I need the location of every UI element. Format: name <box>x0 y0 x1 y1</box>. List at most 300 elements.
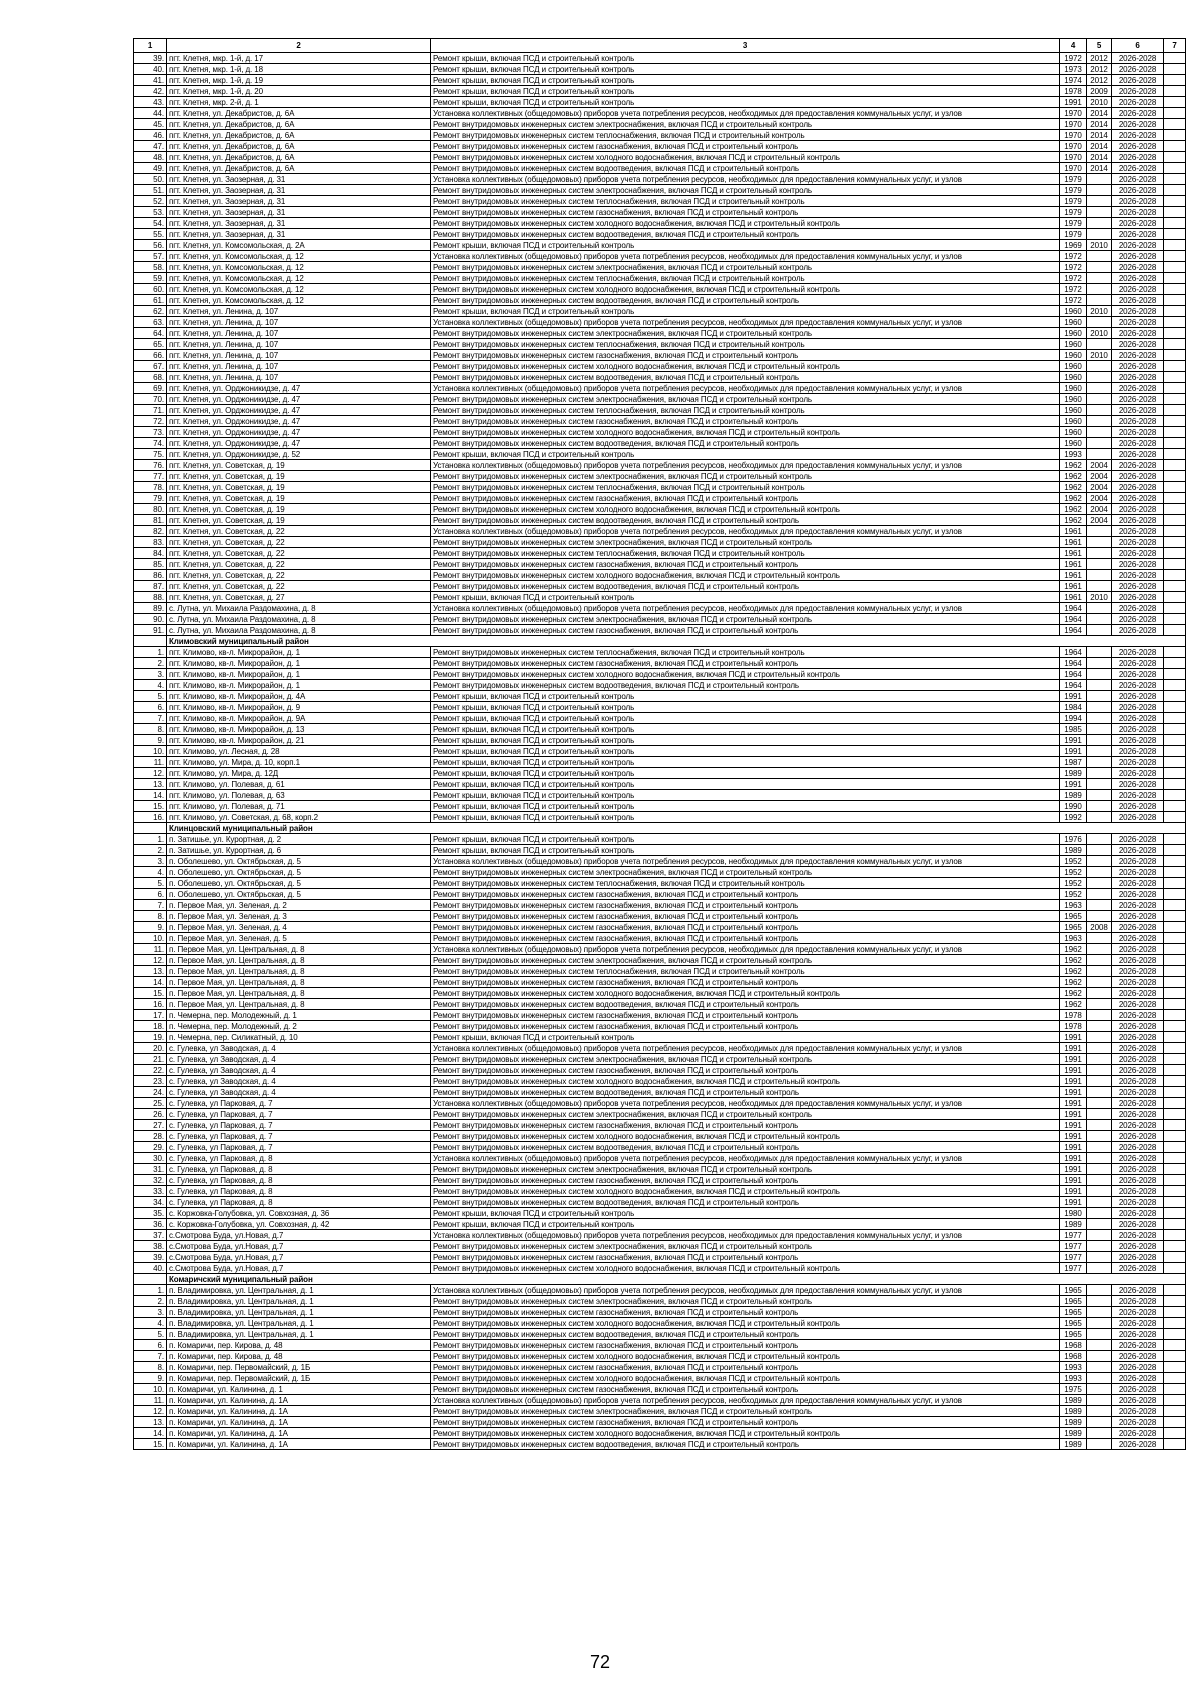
commissioning-year-cell: 1973 <box>1060 64 1087 75</box>
planned-period-cell: 2026-2028 <box>1112 405 1164 416</box>
row-number-cell: 88. <box>134 592 167 603</box>
table-row <box>134 284 1186 295</box>
address-cell: пгт. Климово, ул. Полевая, д. 61 <box>167 779 431 790</box>
work-type-cell: Ремонт внутридомовых инженерных систем водоотведения, включая ПСД и строительный контроль <box>431 163 1060 174</box>
address-cell: пгт. Клетня, мкр. 2-й, д. 1 <box>167 97 431 108</box>
last-repair-year-cell <box>1087 768 1112 779</box>
commissioning-year-cell: 1970 <box>1060 119 1087 130</box>
work-type-cell: Ремонт крыши, включая ПСД и строительный контроль <box>431 790 1060 801</box>
row-number-cell: 14. <box>134 977 167 988</box>
planned-period-cell: 2026-2028 <box>1112 174 1164 185</box>
table-row <box>134 680 1186 691</box>
planned-period-cell: 2026-2028 <box>1112 1065 1164 1076</box>
table-row <box>134 504 1186 515</box>
last-repair-year-cell <box>1087 812 1112 823</box>
work-type-cell: Ремонт крыши, включая ПСД и строительный контроль <box>431 735 1060 746</box>
last-repair-year-cell <box>1087 1329 1112 1340</box>
address-cell: с. Лутна, ул. Михаила Раздомахина, д. 8 <box>167 603 431 614</box>
row-number-cell: 3. <box>134 856 167 867</box>
table-row <box>134 559 1186 570</box>
table-row <box>134 1296 1186 1307</box>
work-type-cell: Ремонт внутридомовых инженерных систем газоснабжения, включая ПСД и строительный контроль <box>431 977 1060 988</box>
last-repair-year-cell <box>1087 284 1112 295</box>
commissioning-year-cell: 1991 <box>1060 691 1087 702</box>
last-repair-year-cell <box>1087 746 1112 757</box>
last-repair-year-cell <box>1087 1087 1112 1098</box>
row-number-cell: 40. <box>134 1263 167 1274</box>
empty-cell <box>1164 262 1186 273</box>
commissioning-year-cell: 1993 <box>1060 1362 1087 1373</box>
last-repair-year-cell <box>1087 581 1112 592</box>
empty-cell <box>1164 1087 1186 1098</box>
last-repair-year-cell <box>1087 1153 1112 1164</box>
table-row <box>134 735 1186 746</box>
work-type-cell: Ремонт внутридомовых инженерных систем холодного водоснабжения, включая ПСД и строительный контроль <box>431 1263 1060 1274</box>
address-cell: с.Смотрова Буда, ул.Новая, д.7 <box>167 1241 431 1252</box>
last-repair-year-cell <box>1087 427 1112 438</box>
commissioning-year-cell: 1977 <box>1060 1241 1087 1252</box>
planned-period-cell: 2026-2028 <box>1112 1439 1164 1450</box>
empty-cell <box>1164 174 1186 185</box>
section-blank-cell <box>134 1274 167 1285</box>
commissioning-year-cell: 1984 <box>1060 702 1087 713</box>
table-row <box>134 834 1186 845</box>
address-cell: с. Гулевка, ул Парковая, д. 8 <box>167 1153 431 1164</box>
row-number-cell: 84. <box>134 548 167 559</box>
address-cell: пгт. Клетня, ул. Декабристов, д. 6А <box>167 119 431 130</box>
empty-cell <box>1164 889 1186 900</box>
table-row <box>134 966 1186 977</box>
work-type-cell: Ремонт внутридомовых инженерных систем газоснабжения, включая ПСД и строительный контроль <box>431 922 1060 933</box>
planned-period-cell: 2026-2028 <box>1112 691 1164 702</box>
row-number-cell: 6. <box>134 702 167 713</box>
row-number-cell: 12. <box>134 1406 167 1417</box>
commissioning-year-cell: 1991 <box>1060 1087 1087 1098</box>
table-row <box>134 900 1186 911</box>
table-row <box>134 1197 1186 1208</box>
last-repair-year-cell: 2012 <box>1087 64 1112 75</box>
commissioning-year-cell: 1991 <box>1060 1098 1087 1109</box>
column-header: 4 <box>1060 39 1087 53</box>
commissioning-year-cell: 1978 <box>1060 1021 1087 1032</box>
row-number-cell: 4. <box>134 680 167 691</box>
work-type-cell: Ремонт внутридомовых инженерных систем водоотведения, включая ПСД и строительный контроль <box>431 515 1060 526</box>
last-repair-year-cell <box>1087 526 1112 537</box>
table-row <box>134 713 1186 724</box>
empty-cell <box>1164 1131 1186 1142</box>
address-cell: пгт. Клетня, ул. Орджоникидзе, д. 47 <box>167 427 431 438</box>
last-repair-year-cell <box>1087 999 1112 1010</box>
work-type-cell: Ремонт крыши, включая ПСД и строительный контроль <box>431 702 1060 713</box>
address-cell: пгт. Клетня, ул. Заозерная, д. 31 <box>167 207 431 218</box>
empty-cell <box>1164 1153 1186 1164</box>
last-repair-year-cell <box>1087 1252 1112 1263</box>
address-cell: п. Оболешево, ул. Октябрьская, д. 5 <box>167 889 431 900</box>
commissioning-year-cell: 1991 <box>1060 97 1087 108</box>
table-row <box>134 515 1186 526</box>
last-repair-year-cell: 2004 <box>1087 460 1112 471</box>
planned-period-cell: 2026-2028 <box>1112 515 1164 526</box>
empty-cell <box>1164 1296 1186 1307</box>
planned-period-cell: 2026-2028 <box>1112 284 1164 295</box>
planned-period-cell: 2026-2028 <box>1112 1384 1164 1395</box>
row-number-cell: 57. <box>134 251 167 262</box>
commissioning-year-cell: 1962 <box>1060 944 1087 955</box>
commissioning-year-cell: 1989 <box>1060 1417 1087 1428</box>
last-repair-year-cell <box>1087 1076 1112 1087</box>
commissioning-year-cell: 1964 <box>1060 603 1087 614</box>
table-row <box>134 1285 1186 1296</box>
empty-cell <box>1164 1175 1186 1186</box>
address-cell: с. Гулевка, ул Парковая, д. 8 <box>167 1197 431 1208</box>
empty-cell <box>1164 944 1186 955</box>
address-cell: пгт. Климово, ул. Полевая, д. 63 <box>167 790 431 801</box>
commissioning-year-cell: 1974 <box>1060 75 1087 86</box>
empty-cell <box>1164 768 1186 779</box>
last-repair-year-cell <box>1087 988 1112 999</box>
empty-cell <box>1164 867 1186 878</box>
work-type-cell: Ремонт внутридомовых инженерных систем электроснабжения, включая ПСД и строительный контроль <box>431 328 1060 339</box>
address-cell: пгт. Клетня, ул. Советская, д. 22 <box>167 526 431 537</box>
row-number-cell: 35. <box>134 1208 167 1219</box>
commissioning-year-cell: 1977 <box>1060 1230 1087 1241</box>
table-row <box>134 669 1186 680</box>
planned-period-cell: 2026-2028 <box>1112 746 1164 757</box>
last-repair-year-cell <box>1087 889 1112 900</box>
address-cell: пгт. Клетня, мкр. 1-й, д. 18 <box>167 64 431 75</box>
last-repair-year-cell <box>1087 438 1112 449</box>
last-repair-year-cell <box>1087 1296 1112 1307</box>
table-row <box>134 394 1186 405</box>
work-type-cell: Ремонт внутридомовых инженерных систем газоснабжения, включая ПСД и строительный контроль <box>431 1384 1060 1395</box>
address-cell: пгт. Климово, кв-л. Микрорайон, д. 1 <box>167 680 431 691</box>
address-cell: с. Лутна, ул. Михаила Раздомахина, д. 8 <box>167 625 431 636</box>
planned-period-cell: 2026-2028 <box>1112 1109 1164 1120</box>
planned-period-cell: 2026-2028 <box>1112 581 1164 592</box>
table-row <box>134 1142 1186 1153</box>
row-number-cell: 13. <box>134 966 167 977</box>
table-row <box>134 1318 1186 1329</box>
last-repair-year-cell <box>1087 1373 1112 1384</box>
planned-period-cell: 2026-2028 <box>1112 185 1164 196</box>
empty-cell <box>1164 1384 1186 1395</box>
commissioning-year-cell: 1991 <box>1060 1131 1087 1142</box>
planned-period-cell: 2026-2028 <box>1112 757 1164 768</box>
address-cell: пгт. Клетня, ул. Советская, д. 19 <box>167 471 431 482</box>
table-row <box>134 1175 1186 1186</box>
address-cell: с. Гулевка, ул Парковая, д. 7 <box>167 1098 431 1109</box>
work-type-cell: Ремонт внутридомовых инженерных систем холодного водоснабжения, включая ПСД и строительный контроль <box>431 1351 1060 1362</box>
row-number-cell: 5. <box>134 878 167 889</box>
address-cell: п. Комаричи, пер. Кирова, д. 48 <box>167 1351 431 1362</box>
address-cell: п. Комаричи, пер. Первомайский, д. 1Б <box>167 1362 431 1373</box>
row-number-cell: 51. <box>134 185 167 196</box>
section-header-row <box>134 823 1186 834</box>
work-type-cell: Установка коллективных (общедомовых) приборов учета потребления ресурсов, необходимых для предоставления коммунальных услуг, и узлов <box>431 944 1060 955</box>
empty-cell <box>1164 372 1186 383</box>
commissioning-year-cell: 1975 <box>1060 1384 1087 1395</box>
table-row <box>134 647 1186 658</box>
empty-cell <box>1164 427 1186 438</box>
row-number-cell: 36. <box>134 1219 167 1230</box>
address-cell: пгт. Клетня, ул. Ленина, д. 107 <box>167 372 431 383</box>
empty-cell <box>1164 1164 1186 1175</box>
last-repair-year-cell <box>1087 757 1112 768</box>
address-cell: пгт. Клетня, ул. Декабристов, д. 6А <box>167 152 431 163</box>
last-repair-year-cell <box>1087 548 1112 559</box>
last-repair-year-cell <box>1087 603 1112 614</box>
work-type-cell: Ремонт внутридомовых инженерных систем электроснабжения, включая ПСД и строительный контроль <box>431 1296 1060 1307</box>
row-number-cell: 7. <box>134 900 167 911</box>
table-row <box>134 1362 1186 1373</box>
empty-cell <box>1164 119 1186 130</box>
address-cell: пгт. Климово, кв-л. Микрорайон, д. 13 <box>167 724 431 735</box>
address-cell: пгт. Клетня, ул. Комсомольская, д. 12 <box>167 295 431 306</box>
planned-period-cell: 2026-2028 <box>1112 1175 1164 1186</box>
planned-period-cell: 2026-2028 <box>1112 548 1164 559</box>
empty-cell <box>1164 196 1186 207</box>
last-repair-year-cell: 2004 <box>1087 504 1112 515</box>
empty-cell <box>1164 1241 1186 1252</box>
empty-cell <box>1164 911 1186 922</box>
planned-period-cell: 2026-2028 <box>1112 460 1164 471</box>
planned-period-cell: 2026-2028 <box>1112 614 1164 625</box>
row-number-cell: 44. <box>134 108 167 119</box>
planned-period-cell: 2026-2028 <box>1112 1197 1164 1208</box>
empty-cell <box>1164 493 1186 504</box>
last-repair-year-cell <box>1087 735 1112 746</box>
row-number-cell: 85. <box>134 559 167 570</box>
last-repair-year-cell: 2008 <box>1087 922 1112 933</box>
address-cell: пгт. Климово, кв-л. Микрорайон, д. 4А <box>167 691 431 702</box>
commissioning-year-cell: 1962 <box>1060 515 1087 526</box>
last-repair-year-cell <box>1087 1120 1112 1131</box>
planned-period-cell: 2026-2028 <box>1112 339 1164 350</box>
planned-period-cell: 2026-2028 <box>1112 97 1164 108</box>
planned-period-cell: 2026-2028 <box>1112 625 1164 636</box>
commissioning-year-cell: 1989 <box>1060 845 1087 856</box>
table-row <box>134 702 1186 713</box>
table-row <box>134 482 1186 493</box>
work-type-cell: Ремонт крыши, включая ПСД и строительный контроль <box>431 306 1060 317</box>
commissioning-year-cell: 1969 <box>1060 240 1087 251</box>
table-row <box>134 218 1186 229</box>
row-number-cell: 3. <box>134 669 167 680</box>
empty-cell <box>1164 1065 1186 1076</box>
last-repair-year-cell: 2014 <box>1087 130 1112 141</box>
row-number-cell: 2. <box>134 845 167 856</box>
planned-period-cell: 2026-2028 <box>1112 1428 1164 1439</box>
table-row <box>134 273 1186 284</box>
table-row <box>134 306 1186 317</box>
table-row <box>134 64 1186 75</box>
work-type-cell: Ремонт крыши, включая ПСД и строительный контроль <box>431 86 1060 97</box>
empty-cell <box>1164 86 1186 97</box>
work-type-cell: Ремонт внутридомовых инженерных систем газоснабжения, включая ПСД и строительный контроль <box>431 559 1060 570</box>
last-repair-year-cell <box>1087 977 1112 988</box>
empty-cell <box>1164 1285 1186 1296</box>
work-type-cell: Ремонт крыши, включая ПСД и строительный контроль <box>431 746 1060 757</box>
empty-cell <box>1164 383 1186 394</box>
row-number-cell: 43. <box>134 97 167 108</box>
last-repair-year-cell <box>1087 691 1112 702</box>
work-type-cell: Установка коллективных (общедомовых) приборов учета потребления ресурсов, необходимых для предоставления коммунальных услуг, и узлов <box>431 1153 1060 1164</box>
row-number-cell: 2. <box>134 1296 167 1307</box>
empty-cell <box>1164 1109 1186 1120</box>
address-cell: п. Оболешево, ул. Октябрьская, д. 5 <box>167 856 431 867</box>
last-repair-year-cell: 2009 <box>1087 86 1112 97</box>
last-repair-year-cell <box>1087 1065 1112 1076</box>
address-cell: пгт. Клетня, ул. Комсомольская, д. 12 <box>167 273 431 284</box>
work-type-cell: Ремонт внутридомовых инженерных систем газоснабжения, включая ПСД и строительный контроль <box>431 1021 1060 1032</box>
last-repair-year-cell: 2010 <box>1087 306 1112 317</box>
work-type-cell: Ремонт внутридомовых инженерных систем электроснабжения, включая ПСД и строительный контроль <box>431 537 1060 548</box>
commissioning-year-cell: 1979 <box>1060 229 1087 240</box>
commissioning-year-cell: 1977 <box>1060 1263 1087 1274</box>
empty-cell <box>1164 581 1186 592</box>
row-number-cell: 86. <box>134 570 167 581</box>
commissioning-year-cell: 1960 <box>1060 328 1087 339</box>
commissioning-year-cell: 1962 <box>1060 493 1087 504</box>
work-type-cell: Ремонт внутридомовых инженерных систем теплоснабжения, включая ПСД и строительный контроль <box>431 405 1060 416</box>
table-row <box>134 251 1186 262</box>
commissioning-year-cell: 1964 <box>1060 647 1087 658</box>
row-number-cell: 15. <box>134 988 167 999</box>
work-type-cell: Ремонт внутридомовых инженерных систем холодного водоснабжения, включая ПСД и строительный контроль <box>431 570 1060 581</box>
address-cell: п. Комаричи, ул. Калинина, д. 1 <box>167 1384 431 1395</box>
empty-cell <box>1164 317 1186 328</box>
empty-cell <box>1164 75 1186 86</box>
row-number-cell: 9. <box>134 735 167 746</box>
address-cell: с. Гулевка, ул Парковая, д. 8 <box>167 1175 431 1186</box>
row-number-cell: 13. <box>134 779 167 790</box>
commissioning-year-cell: 1960 <box>1060 416 1087 427</box>
commissioning-year-cell: 1978 <box>1060 1010 1087 1021</box>
row-number-cell: 63. <box>134 317 167 328</box>
address-cell: п. Чемерна, пер. Силикатный, д. 10 <box>167 1032 431 1043</box>
empty-cell <box>1164 1219 1186 1230</box>
last-repair-year-cell: 2014 <box>1087 152 1112 163</box>
address-cell: пгт. Климово, ул. Мира, д. 12Д <box>167 768 431 779</box>
last-repair-year-cell <box>1087 196 1112 207</box>
work-type-cell: Ремонт крыши, включая ПСД и строительный контроль <box>431 75 1060 86</box>
planned-period-cell: 2026-2028 <box>1112 1087 1164 1098</box>
row-number-cell: 6. <box>134 1340 167 1351</box>
table-row <box>134 185 1186 196</box>
address-cell: пгт. Клетня, мкр. 1-й, д. 19 <box>167 75 431 86</box>
planned-period-cell: 2026-2028 <box>1112 207 1164 218</box>
planned-period-cell: 2026-2028 <box>1112 1296 1164 1307</box>
row-number-cell: 25. <box>134 1098 167 1109</box>
table-row <box>134 196 1186 207</box>
address-cell: пгт. Клетня, мкр. 1-й, д. 17 <box>167 53 431 64</box>
planned-period-cell: 2026-2028 <box>1112 141 1164 152</box>
address-cell: пгт. Клетня, ул. Советская, д. 19 <box>167 460 431 471</box>
work-type-cell: Ремонт внутридомовых инженерных систем газоснабжения, включая ПСД и строительный контроль <box>431 933 1060 944</box>
address-cell: пгт. Климово, ул. Полевая, д. 71 <box>167 801 431 812</box>
planned-period-cell: 2026-2028 <box>1112 64 1164 75</box>
address-cell: пгт. Клетня, ул. Советская, д. 22 <box>167 548 431 559</box>
row-number-cell: 87. <box>134 581 167 592</box>
commissioning-year-cell: 1991 <box>1060 746 1087 757</box>
row-number-cell: 61. <box>134 295 167 306</box>
row-number-cell: 83. <box>134 537 167 548</box>
empty-cell <box>1164 1351 1186 1362</box>
commissioning-year-cell: 1962 <box>1060 977 1087 988</box>
address-cell: п. Оболешево, ул. Октябрьская, д. 5 <box>167 867 431 878</box>
commissioning-year-cell: 1990 <box>1060 801 1087 812</box>
table-row <box>134 317 1186 328</box>
empty-cell <box>1164 1230 1186 1241</box>
row-number-cell: 5. <box>134 1329 167 1340</box>
planned-period-cell: 2026-2028 <box>1112 53 1164 64</box>
work-type-cell: Ремонт крыши, включая ПСД и строительный контроль <box>431 449 1060 460</box>
planned-period-cell: 2026-2028 <box>1112 878 1164 889</box>
last-repair-year-cell <box>1087 713 1112 724</box>
address-cell: пгт. Клетня, ул. Комсомольская, д. 12 <box>167 262 431 273</box>
planned-period-cell: 2026-2028 <box>1112 1395 1164 1406</box>
table-row <box>134 779 1186 790</box>
work-type-cell: Установка коллективных (общедомовых) приборов учета потребления ресурсов, необходимых для предоставления коммунальных услуг, и узлов <box>431 317 1060 328</box>
last-repair-year-cell: 2010 <box>1087 592 1112 603</box>
last-repair-year-cell <box>1087 933 1112 944</box>
address-cell: п. Комаричи, пер. Первомайский, д. 1Б <box>167 1373 431 1384</box>
empty-cell <box>1164 1076 1186 1087</box>
address-cell: п. Чемерна, пер. Молодежный, д. 1 <box>167 1010 431 1021</box>
work-type-cell: Ремонт крыши, включая ПСД и строительный контроль <box>431 834 1060 845</box>
table-row <box>134 1098 1186 1109</box>
planned-period-cell: 2026-2028 <box>1112 713 1164 724</box>
planned-period-cell: 2026-2028 <box>1112 295 1164 306</box>
row-number-cell: 10. <box>134 1384 167 1395</box>
row-number-cell: 49. <box>134 163 167 174</box>
planned-period-cell: 2026-2028 <box>1112 1362 1164 1373</box>
commissioning-year-cell: 1960 <box>1060 405 1087 416</box>
row-number-cell: 38. <box>134 1241 167 1252</box>
table-row <box>134 911 1186 922</box>
planned-period-cell: 2026-2028 <box>1112 130 1164 141</box>
address-cell: п. Владимировка, ул. Центральная, д. 1 <box>167 1318 431 1329</box>
row-number-cell: 34. <box>134 1197 167 1208</box>
address-cell: п. Комаричи, ул. Калинина, д. 1А <box>167 1428 431 1439</box>
last-repair-year-cell: 2012 <box>1087 75 1112 86</box>
table-row <box>134 603 1186 614</box>
planned-period-cell: 2026-2028 <box>1112 75 1164 86</box>
table-row <box>134 1120 1186 1131</box>
table-row <box>134 1384 1186 1395</box>
planned-period-cell: 2026-2028 <box>1112 1208 1164 1219</box>
commissioning-year-cell: 1952 <box>1060 878 1087 889</box>
address-cell: пгт. Клетня, ул. Советская, д. 22 <box>167 559 431 570</box>
table-row <box>134 328 1186 339</box>
table-row <box>134 1219 1186 1230</box>
table-row <box>134 1153 1186 1164</box>
empty-cell <box>1164 273 1186 284</box>
work-type-cell: Ремонт внутридомовых инженерных систем теплоснабжения, включая ПСД и строительный контроль <box>431 339 1060 350</box>
row-number-cell: 12. <box>134 768 167 779</box>
empty-cell <box>1164 526 1186 537</box>
address-cell: пгт. Клетня, ул. Заозерная, д. 31 <box>167 174 431 185</box>
address-cell: пгт. Климово, кв-л. Микрорайон, д. 1 <box>167 669 431 680</box>
address-cell: пгт. Климово, ул. Советская, д. 68, корп.2 <box>167 812 431 823</box>
last-repair-year-cell <box>1087 207 1112 218</box>
last-repair-year-cell: 2004 <box>1087 482 1112 493</box>
row-number-cell: 33. <box>134 1186 167 1197</box>
row-number-cell: 69. <box>134 383 167 394</box>
planned-period-cell: 2026-2028 <box>1112 1230 1164 1241</box>
table-row <box>134 1043 1186 1054</box>
last-repair-year-cell <box>1087 1263 1112 1274</box>
